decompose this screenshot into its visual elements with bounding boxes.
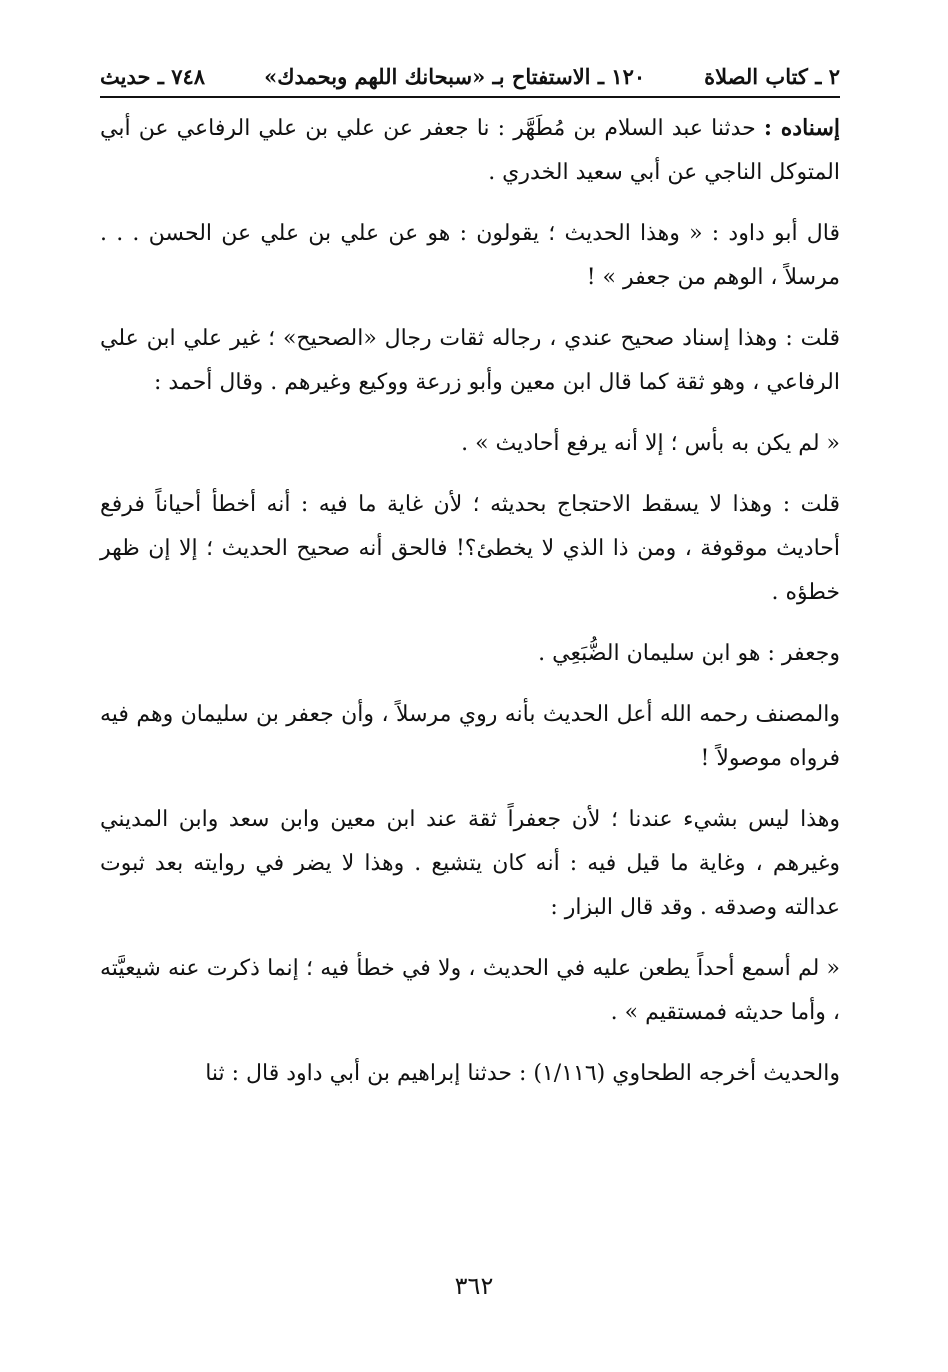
header-chapter: ٢ ـ كتاب الصلاة xyxy=(704,64,840,89)
paragraph-text: قال أبو داود : « وهذا الحديث ؛ يقولون : هو عن علي بن علي عن الحسن . . . مرسلاً ، الوهم من جعفر » ! xyxy=(100,221,840,290)
paragraph-musannif xyxy=(100,693,840,781)
isnad-label: إسناده : xyxy=(763,115,840,141)
paragraph-text: حدثنا عبد السلام بن مُطَهَّر : نا جعفر عن علي بن علي الرفاعي عن أبي المتوكل الناجي عن أبي سعيد الخدري . xyxy=(100,116,840,185)
paragraph-isnad xyxy=(100,106,840,195)
paragraph-tahawi xyxy=(100,1052,840,1096)
paragraph-ahmad-quote xyxy=(100,422,840,466)
page-number: ٣٦٢ xyxy=(454,1272,494,1300)
paragraph-text: قلت : وهذا لا يسقط الاحتجاج بحديثه ؛ لأن غاية ما فيه : أنه أخطأ أحياناً فرفع أحاديث موقوفة ، ومن ذا الذي لا يخطئ؟! فالحق أنه صحيح الحديث ؛ إلا إن ظهر خطؤه . xyxy=(100,492,840,605)
body-text xyxy=(100,106,840,1096)
book-page xyxy=(100,62,840,1113)
paragraph-text: وجعفر : هو ابن سليمان الضُّبَعِي . xyxy=(538,641,840,666)
paragraph-text: والحديث أخرجه الطحاوي (١/١١٦) : حدثنا إبراهيم بن أبي داود قال : ثنا xyxy=(205,1061,840,1086)
paragraph-abu-dawud xyxy=(100,212,840,300)
paragraph-rebuttal xyxy=(100,798,840,930)
header-section: ١٢٠ ـ الاستفتاح بـ «سبحانك اللهم وبحمدك» xyxy=(264,64,646,89)
paragraph-ihtijaj xyxy=(100,483,840,615)
paragraph-text: « لم يكن به بأس ؛ إلا أنه يرفع أحاديث » . xyxy=(461,431,840,456)
paragraph-jafar xyxy=(100,632,840,676)
paragraph-isnad-assessment xyxy=(100,317,840,405)
paragraph-text: وهذا ليس بشيء عندنا ؛ لأن جعفراً ثقة عند ابن معين وابن سعد وابن المديني وغيرهم ، وغاية ما قيل فيه : أنه كان يتشيع . وهذا لا يضر في روايته بعد ثبوت عدالته وصدقه . وقد قال البزار : xyxy=(100,807,840,920)
paragraph-bazzar-quote xyxy=(100,947,840,1035)
paragraph-text: قلت : وهذا إسناد صحيح عندي ، رجاله ثقات رجال «الصحيح» ؛ غير علي ابن علي الرفاعي ، وهو ثقة كما قال ابن معين وأبو زرعة ووكيع وغيرهم . وقال أحمد : xyxy=(100,326,840,395)
running-header xyxy=(100,62,840,98)
header-hadith-number: ٧٤٨ ـ حديث xyxy=(100,64,206,89)
paragraph-text: « لم أسمع أحداً يطعن عليه في الحديث ، ولا في خطأ فيه ؛ إنما ذكرت عنه شيعيَّته ، وأما حديثه فمستقيم » . xyxy=(100,956,840,1025)
paragraph-text: والمصنف رحمه الله أعل الحديث بأنه روي مرسلاً ، وأن جعفر بن سليمان وهم فيه فرواه موصولاً ! xyxy=(100,702,840,771)
